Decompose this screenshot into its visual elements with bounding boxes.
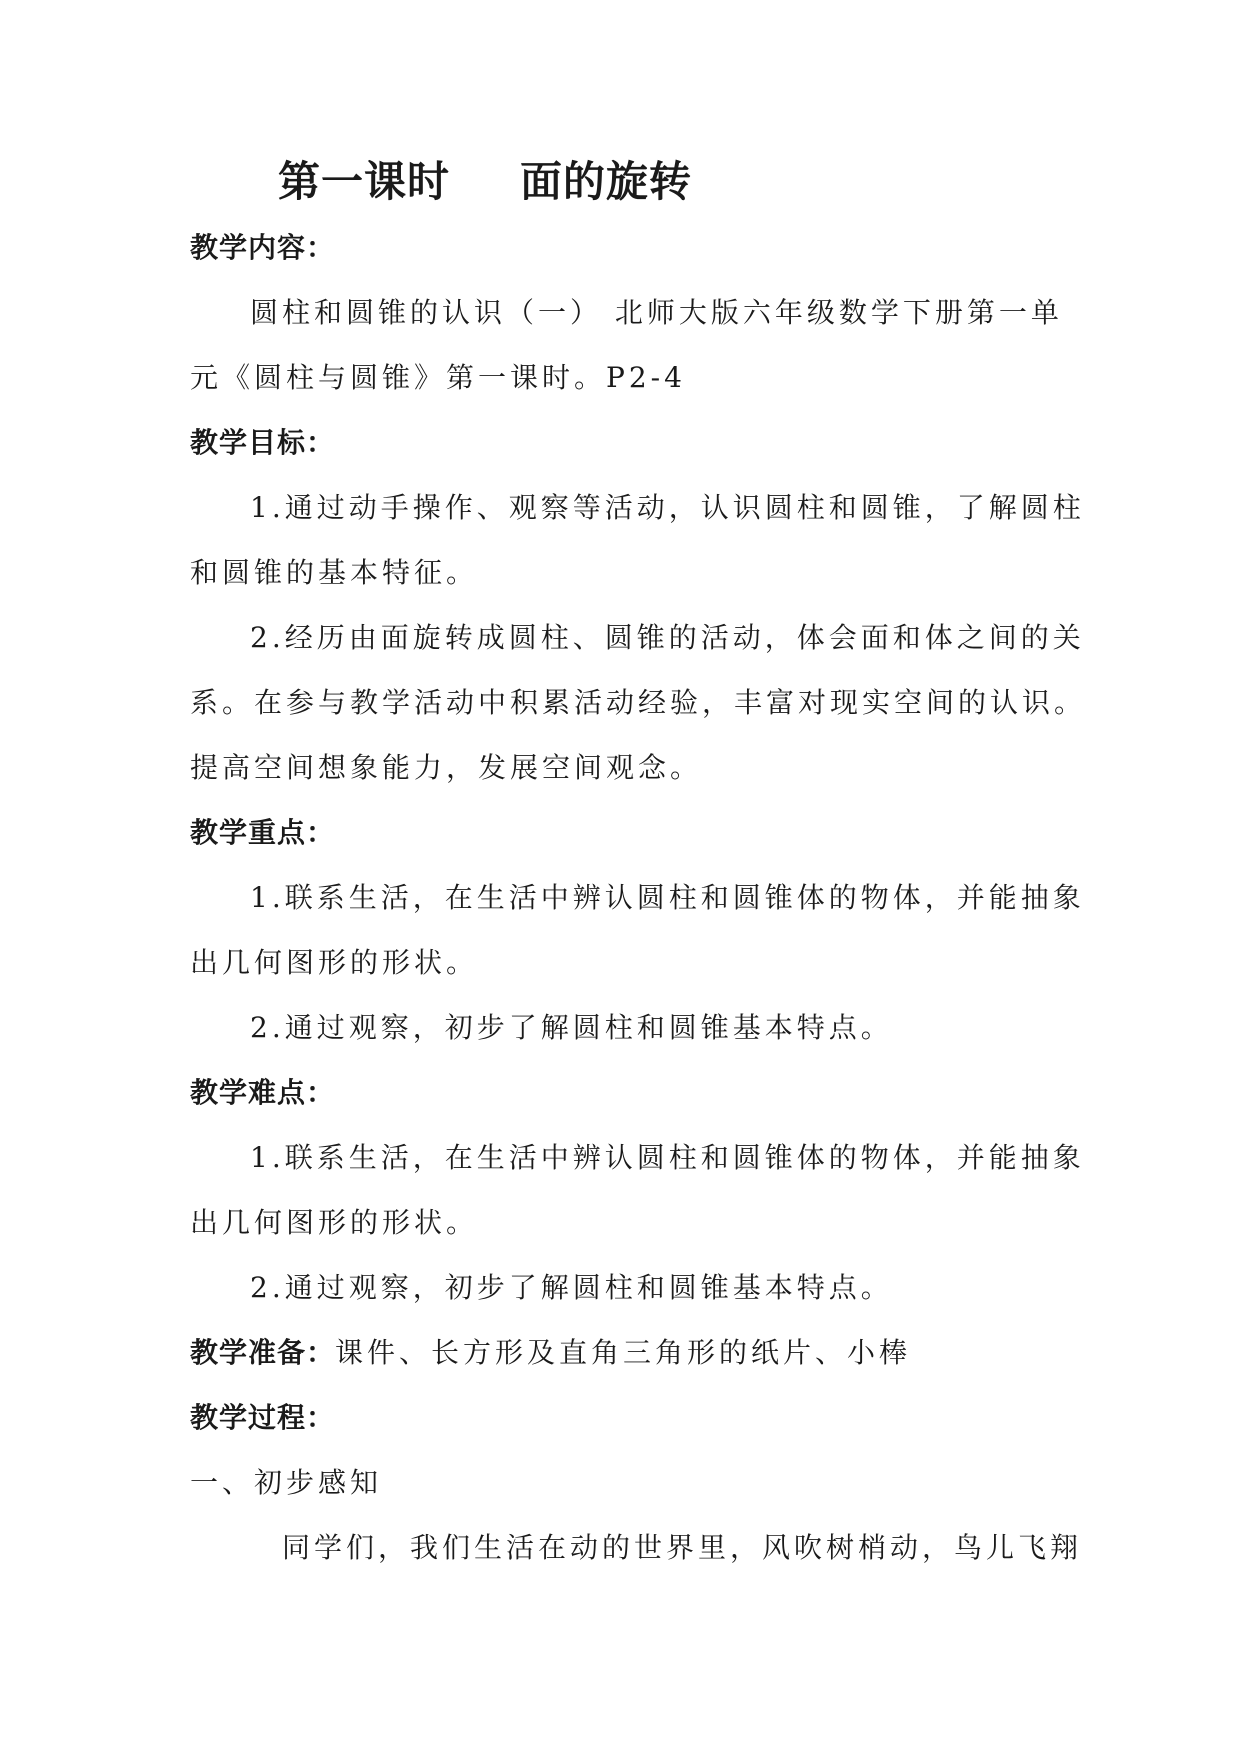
key-2-line-1: 2.通过观察，初步了解圆柱和圆锥基本特点。 — [250, 1011, 893, 1044]
goal-2-line-2: 系。在参与教学活动中积累活动经验，丰富对现实空间的认识。 — [190, 686, 1087, 719]
page-title — [278, 152, 692, 212]
preparation-text: 课件、长方形及直角三角形的纸片、小棒 — [335, 1336, 912, 1369]
preparation-heading: 教学准备： — [190, 1336, 336, 1369]
title-lesson: 第一课时 — [278, 157, 451, 206]
goals-heading: 教学目标： — [190, 426, 336, 459]
goal-2-line-3: 提高空间想象能力，发展空间观念。 — [190, 751, 703, 784]
key-1-line-2: 出几何图形的形状。 — [190, 946, 479, 979]
difficult-1-line-2: 出几何图形的形状。 — [190, 1206, 479, 1239]
key-1-line-1: 1.联系生活，在生活中辨认圆柱和圆锥体的物体，并能抽象 — [250, 881, 1085, 914]
step-1-line-1: 同学们，我们生活在动的世界里，风吹树梢动，鸟儿飞翔 — [282, 1531, 1083, 1564]
goal-2-line-1: 2.经历由面旋转成圆柱、圆锥的活动，体会面和体之间的关 — [250, 621, 1085, 654]
process-heading: 教学过程： — [190, 1401, 336, 1434]
content-line-1: 圆柱和圆锥的认识（一） 北师大版六年级数学下册第一单 — [250, 296, 1063, 329]
title-topic: 面的旋转 — [520, 157, 693, 206]
goal-1-line-2: 和圆锥的基本特征。 — [190, 556, 479, 589]
difficult-points-heading: 教学难点： — [190, 1076, 336, 1109]
goal-1-line-1: 1.通过动手操作、观察等活动，认识圆柱和圆锥，了解圆柱 — [250, 491, 1085, 524]
difficult-2-line-1: 2.通过观察，初步了解圆柱和圆锥基本特点。 — [250, 1271, 893, 1304]
content-heading: 教学内容： — [190, 231, 336, 264]
key-points-heading: 教学重点： — [190, 816, 336, 849]
step-1-heading: 一、初步感知 — [190, 1466, 383, 1499]
content-line-2: 元《圆柱与圆锥》第一课时。P2-4 — [190, 361, 686, 394]
difficult-1-line-1: 1.联系生活，在生活中辨认圆柱和圆锥体的物体，并能抽象 — [250, 1141, 1085, 1174]
preparation-line — [190, 1333, 1050, 1373]
